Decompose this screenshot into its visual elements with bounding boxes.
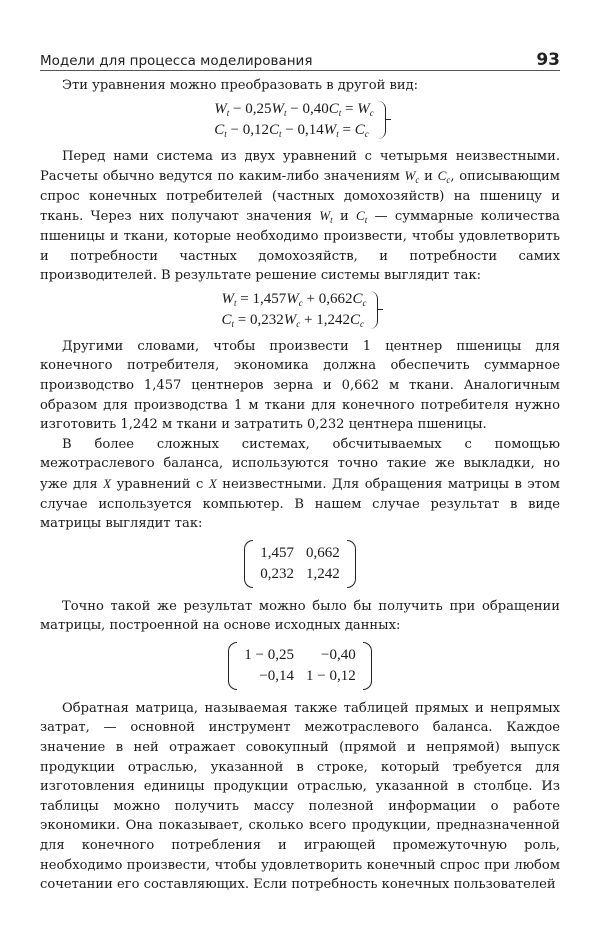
equation-system-2 [40, 289, 560, 331]
matrix-cell: 1,457 [260, 544, 294, 561]
paragraph-4: В более сложных системах, обсчитываемых с помощью межотраслевого баланса, используются точно такие же выкладки, но уже для X уравнений с X неизвестными. Для обращения матрицы в этом случае используется компьютер. В нашем случае результат в виде матрицы выглядит так: [40, 436, 560, 532]
paragraph-2: Перед нами система из двух уравнений с четырьмя неизвестными. Расчеты обычно ведутся по каким-либо значениям $W_c$ и $C_c$, описывающим спрос конечных потребителей (частных домохозяйств) на пшеницу и ткань. Через них получают значения $W_t$ и $C_t$ — суммарные количества пшеницы и ткани, которые необходимо произвести, чтобы удовлетворить и потребности частных домохозяйств, и потребности самих производителей. В результате решение системы выглядит так: [40, 148, 560, 284]
right-brace [369, 291, 378, 329]
paragraph-1: Эти уравнения можно преобразовать в другой вид: [62, 78, 419, 93]
equation-1-1: $W_t - 0,25W_t - 0,40C_t = W_c$ [214, 100, 374, 118]
matrix-source [40, 642, 560, 690]
chapter-title: Модели для процесса моделирования [40, 53, 313, 69]
header-rule [40, 70, 560, 71]
running-head [40, 47, 560, 69]
matrix-inverse [40, 540, 560, 588]
matrix-cell: −0,40 [321, 646, 356, 663]
equation-2-2: $C_t = 0,232W_c + 1,242C_c$ [221, 311, 364, 329]
body-text [40, 76, 560, 895]
page-number: 93 [536, 50, 560, 70]
matrix-cell: −0,14 [259, 667, 294, 684]
equation-1-2: $C_t - 0,12C_t - 0,14W_t = C_c$ [214, 121, 369, 139]
equation-system-1 [40, 99, 560, 141]
equation-2-1: $W_t = 1,457W_c + 0,662C_c$ [221, 290, 367, 308]
paragraph-5: Точно такой же результат можно было бы получить при обращении матрицы, построенной на основе исходных данных: [40, 598, 560, 634]
matrix-cell: 1 − 0,12 [306, 667, 356, 684]
paragraph-3: Другими словами, чтобы произвести 1 центнер пшеницы для конечного потребителя, экономика должна обеспечить суммарное производство 1,457 центнеров зерна и 0,662 м ткани. Аналогичным образом для производства 1 м ткани для конечного потребителя нужно изготовить 1,242 м ткани и затратить 0,232 центнера пшеницы. [40, 338, 560, 433]
matrix-cell: 0,662 [306, 544, 340, 561]
matrix-cell: 1 − 0,25 [244, 646, 294, 663]
matrix-cell: 0,232 [260, 565, 294, 582]
paragraph-6: Обратная матрица, называемая также таблицей прямых и непрямых затрат, — основной инструмент межотраслевого баланса. Каждое значение в ней отражает совокупный (прямой и непрямой) выпуск продукции отраслью, указанной в строке, который требуется для изготовления единицы продукции отраслью, указанной в столбце. Из таблицы можно получить массу полезной информации о работе экономики. Она показывает, сколько всего продукции, предназначенной для конечного потребления и играющей промежуточную роль, необходимо произвести, чтобы удовлетворить конечный спрос при любом сочетании его составляющих. Если потребность конечных пользователей [40, 700, 560, 893]
right-brace [377, 101, 386, 139]
matrix-cell: 1,242 [306, 565, 340, 582]
